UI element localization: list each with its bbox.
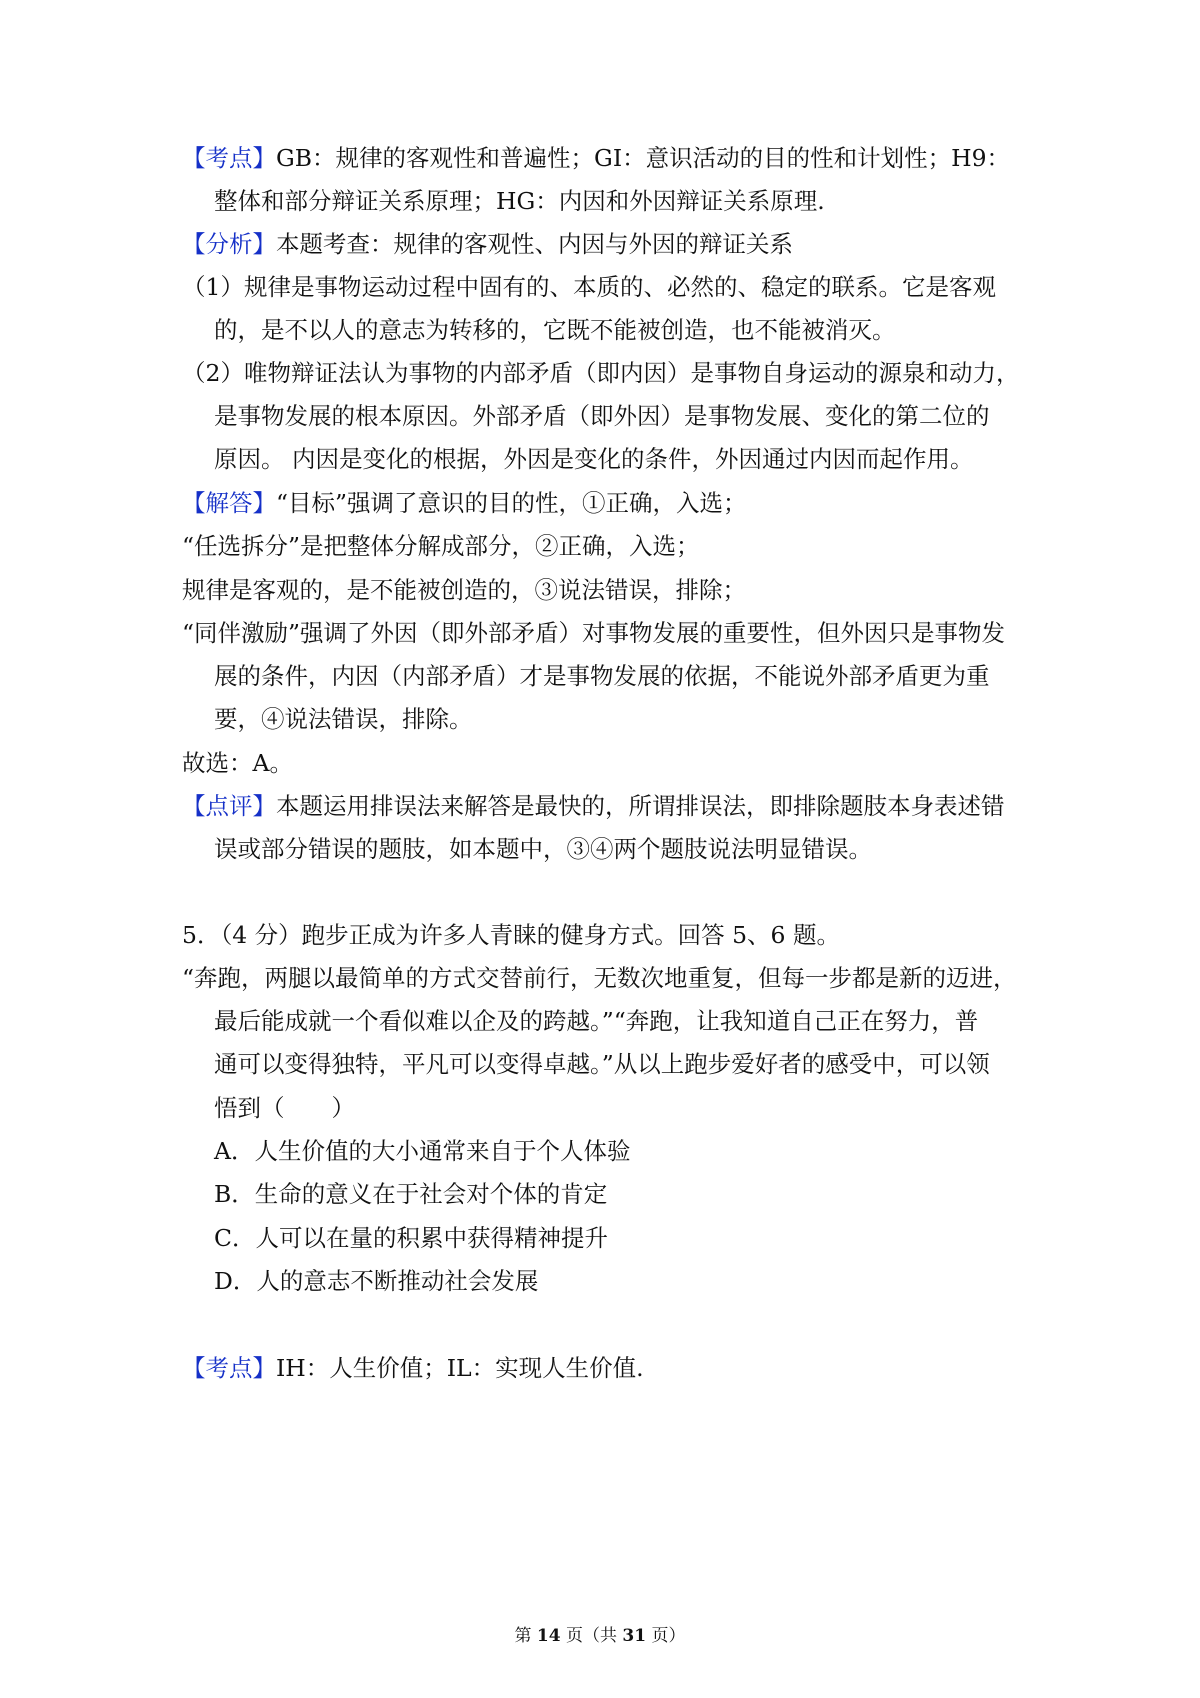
option-b: B．生命的意义在于社会对个体的肯定 <box>214 1180 608 1208</box>
passage-line-1: “奔跑，两腿以最简单的方式交替前行，无数次地重复，但每一步都是新的迈进， <box>182 964 1017 992</box>
jieda-answer: 故选：A。 <box>182 749 293 777</box>
jieda-line-5: 展的条件，内因（内部矛盾）才是事物发展的依据，不能说外部矛盾更为重 <box>214 662 990 690</box>
fenxi-p2-line-2: 是事物发展的根本原因。外部矛盾（即外因）是事物发展、变化的第二位的 <box>214 402 990 430</box>
jieda-line-4: “同伴激励”强调了外因（即外部矛盾）对事物发展的重要性，但外因只是事物发 <box>182 619 1006 647</box>
passage-line-2: 最后能成就一个看似难以企及的跨越。”“奔跑，让我知道自己正在努力，普 <box>214 1007 979 1035</box>
dianping-text: 本题运用排误法来解答是最快的，所谓排误法，即排除题肢本身表述错 <box>276 792 1005 820</box>
option-d: D．人的意志不断推动社会发展 <box>214 1267 539 1295</box>
question-stem: 5．（4 分）跑步正成为许多人青睐的健身方式。回答 5、6 题。 <box>182 921 840 949</box>
q5-kaodian-tag: 【考点】 <box>182 1354 276 1382</box>
kaodian-line-1 <box>182 142 1010 174</box>
fenxi-text: 本题考查：规律的客观性、内因与外因的辩证关系 <box>276 230 793 258</box>
fenxi-p2-line-1: （2）唯物辩证法认为事物的内部矛盾（即内因）是事物自身运动的源泉和动力， <box>182 359 1020 387</box>
q5-kaodian-line <box>182 1352 644 1384</box>
fenxi-p2-line-3: 原因。 内因是变化的根据，外因是变化的条件，外因通过内因而起作用。 <box>214 445 974 473</box>
kaodian-line-2: 整体和部分辩证关系原理；HG：内因和外因辩证关系原理. <box>214 187 825 215</box>
fenxi-p1-line-1: （1）规律是事物运动过程中固有的、本质的、必然的、稳定的联系。它是客观 <box>182 273 996 301</box>
jieda-line-3: 规律是客观的，是不能被创造的，③说法错误，排除； <box>182 576 746 604</box>
jieda-line-2: “任选拆分”是把整体分解成部分，②正确，入选； <box>182 532 700 560</box>
kaodian-text: GB：规律的客观性和普遍性；GI：意识活动的目的性和计划性；H9： <box>276 144 1011 172</box>
jieda-line-1 <box>182 487 747 519</box>
page-total: 31 <box>622 1626 647 1646</box>
q5-kaodian-text: IH：人生价值；IL：实现人生价值. <box>276 1354 644 1382</box>
page-footer: 第 14 页（共 31 页） <box>514 1626 686 1646</box>
jieda-text: “目标”强调了意识的目的性，①正确，入选； <box>276 489 747 517</box>
dianping-line-1 <box>182 790 1005 822</box>
jieda-line-6: 要，④说法错误，排除。 <box>214 705 473 733</box>
option-a: A．人生价值的大小通常来自于个人体验 <box>214 1137 631 1165</box>
option-c: C．人可以在量的积累中获得精神提升 <box>214 1224 608 1252</box>
passage-line-3: 通可以变得独特，平凡可以变得卓越。”从以上跑步爱好者的感受中，可以领 <box>214 1050 990 1078</box>
page-number: 14 <box>536 1626 561 1646</box>
kaodian-tag: 【考点】 <box>182 144 276 172</box>
dianping-tag: 【点评】 <box>182 792 276 820</box>
fenxi-tag: 【分析】 <box>182 230 276 258</box>
fenxi-p1-line-2: 的，是不以人的意志为转移的，它既不能被创造，也不能被消灭。 <box>214 316 896 344</box>
passage-line-4: 悟到（ ） <box>214 1094 355 1122</box>
dianping-line-2: 误或部分错误的题肢，如本题中，③④两个题肢说法明显错误。 <box>214 835 872 863</box>
fenxi-line <box>182 228 793 260</box>
jieda-tag: 【解答】 <box>182 489 276 517</box>
